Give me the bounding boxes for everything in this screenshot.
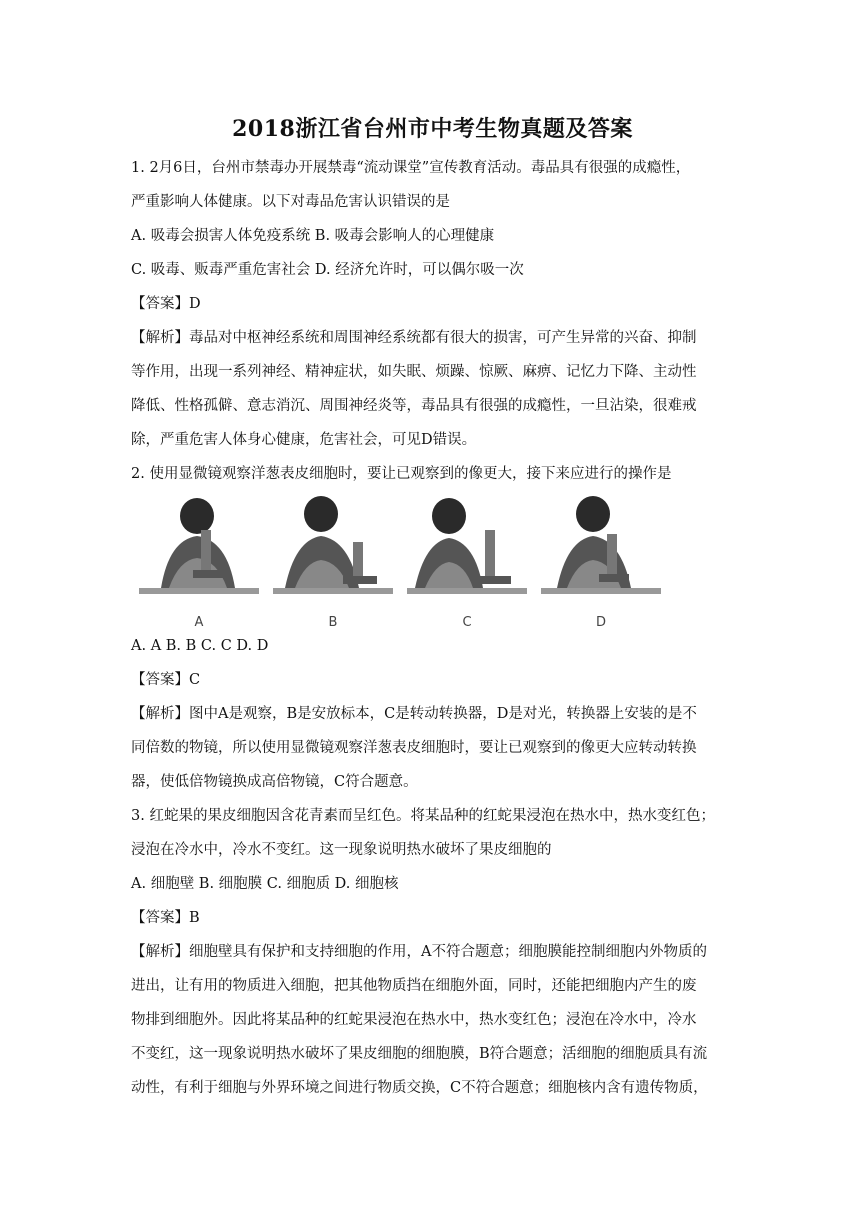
question-line: 3. 红蛇果的果皮细胞因含花青素而呈红色。将某品种的红蛇果浸泡在热水中，热水变红色； bbox=[131, 808, 715, 824]
figure-panel-b bbox=[273, 490, 393, 630]
figure-panel-d bbox=[541, 490, 661, 630]
page-title: 2018浙江省台州市中考生物真题及答案 bbox=[232, 116, 633, 142]
answer-line: 【答案】B bbox=[131, 910, 200, 926]
analysis-line: 同倍数的物镜，所以使用显微镜观察洋葱表皮细胞时，要让已观察到的像更大应转动转换 bbox=[131, 740, 697, 756]
answer-line: 【答案】C bbox=[131, 672, 201, 688]
answer-line: 【答案】D bbox=[131, 296, 201, 312]
analysis-line: 等作用，出现一系列神经、精神症状，如失眠、烦躁、惊厥、麻痹、记忆力下降、主动性 bbox=[131, 364, 697, 380]
analysis-line: 【解析】毒品对中枢神经系统和周围神经系统都有很大的损害，可产生异常的兴奋、抑制 bbox=[131, 330, 697, 346]
analysis-line: 动性，有利于细胞与外界环境之间进行物质交换，C不符合题意；细胞核内含有遗传物质， bbox=[131, 1080, 708, 1096]
question-line: 2. 使用显微镜观察洋葱表皮细胞时，要让已观察到的像更大，接下来应进行的操作是 bbox=[131, 466, 672, 482]
analysis-line: 不变红，这一现象说明热水破坏了果皮细胞的细胞膜，B符合题意；活细胞的细胞质具有流 bbox=[131, 1046, 708, 1062]
option-line: A. 细胞壁 B. 细胞膜 C. 细胞质 D. 细胞核 bbox=[131, 876, 399, 892]
text-line: 1. 2月6日，台州市禁毒办开展禁毒“流动课堂”宣传教育活动。毒品具有很强的成瘾性， bbox=[131, 160, 691, 176]
analysis-line: 进出，让有用的物质进入细胞，把其他物质挡在细胞外面，同时，还能把细胞内产生的废 bbox=[131, 978, 697, 994]
figure-label-d: D bbox=[595, 615, 606, 630]
figure-panel-c bbox=[407, 490, 527, 630]
analysis-line: 物排到细胞外。因此将某品种的红蛇果浸泡在热水中，热水变红色；浸泡在冷水中，冷水 bbox=[131, 1012, 697, 1028]
option-line: A. A B. B C. C D. D bbox=[131, 638, 269, 654]
figure-panel-a bbox=[139, 490, 259, 630]
student-microscope-image bbox=[541, 490, 661, 608]
question-line: 浸泡在冷水中，冷水不变红。这一现象说明热水破坏了果皮细胞的 bbox=[131, 842, 552, 858]
option-line: A. 吸毒会损害人体免疫系统 B. 吸毒会影响人的心理健康 bbox=[131, 228, 495, 244]
microscope-figure bbox=[131, 490, 651, 630]
analysis-line: 降低、性格孤僻、意志消沉、周围神经炎等，毒品具有很强的成瘾性，一旦沾染，很难戒 bbox=[131, 398, 697, 414]
student-microscope-image bbox=[139, 490, 259, 608]
figure-label-b: B bbox=[328, 615, 338, 630]
analysis-line: 器，使低倍物镜换成高倍物镜，C符合题意。 bbox=[131, 774, 418, 790]
text-line: 严重影响人体健康。以下对毒品危害认识错误的是 bbox=[131, 194, 450, 210]
analysis-line: 【解析】细胞壁具有保护和支持细胞的作用，A不符合题意；细胞膜能控制细胞内外物质的 bbox=[131, 944, 707, 960]
analysis-line: 【解析】图中A是观察，B是安放标本，C是转动转换器，D是对光，转换器上安装的是不 bbox=[131, 706, 697, 722]
figure-label-a: A bbox=[194, 615, 204, 630]
analysis-line: 除，严重危害人体身心健康，危害社会，可见D错误。 bbox=[131, 432, 477, 448]
student-microscope-image bbox=[407, 490, 527, 608]
option-line: C. 吸毒、贩毒严重危害社会 D. 经济允许时，可以偶尔吸一次 bbox=[131, 262, 524, 278]
student-microscope-image bbox=[273, 490, 393, 608]
figure-label-c: C bbox=[462, 615, 472, 630]
